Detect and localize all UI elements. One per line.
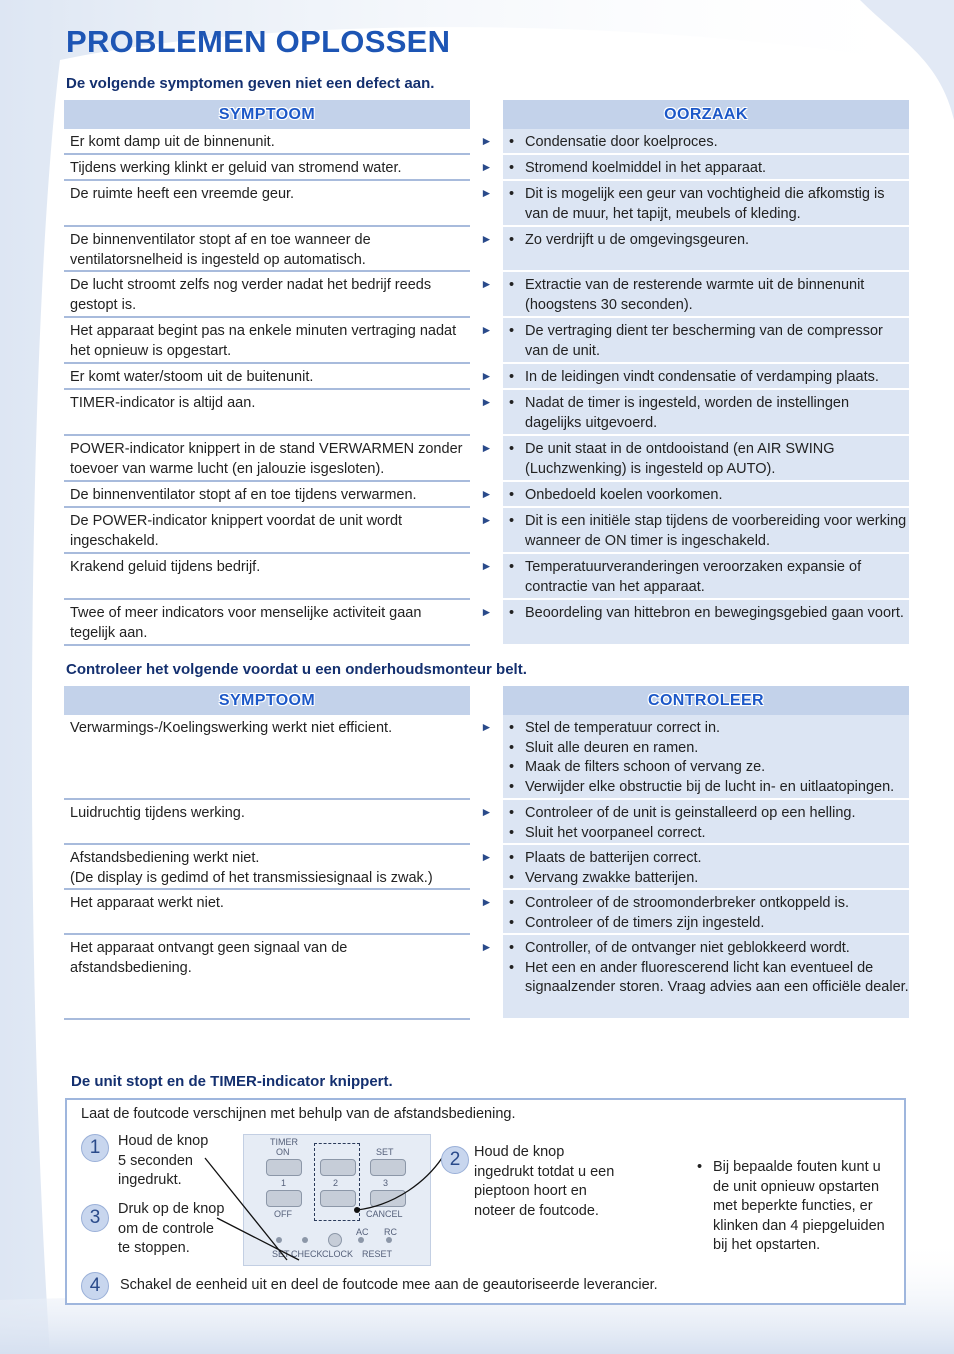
- bullet-icon: •: [509, 160, 515, 176]
- bullet-icon: •: [509, 277, 515, 293]
- bullet-icon: •: [509, 559, 515, 575]
- arrow-right-icon: ►: [480, 940, 493, 954]
- remote-label-cancel: CANCEL: [366, 1209, 403, 1219]
- cause-cell: [503, 390, 909, 436]
- remote-set-dot: [276, 1237, 282, 1243]
- table-row: [64, 600, 910, 646]
- arrow-right-icon: ►: [480, 605, 493, 619]
- arrow-right-icon: ►: [480, 441, 493, 455]
- bullet-item: [509, 322, 909, 361]
- symptom-cell: Krakend geluid tijdens bedrijf.: [64, 554, 470, 600]
- check-cell: [503, 800, 909, 845]
- remote-label-timer: TIMER: [270, 1137, 298, 1147]
- step-number-4: 4: [81, 1272, 109, 1300]
- bullet-item: [509, 368, 909, 388]
- remote-label-on: ON: [276, 1147, 290, 1157]
- symptom-cell: Twee of meer indicators voor menselijke activiteit gaan tegelijk aan.: [64, 600, 470, 646]
- table-row: [64, 935, 910, 1020]
- cause-cell: [503, 600, 909, 646]
- remote-label-set: SET: [376, 1147, 394, 1157]
- cause-cell: [503, 318, 909, 364]
- table-row: [64, 364, 910, 390]
- bullet-icon: •: [509, 850, 515, 866]
- bullet-text: Onbedoeld koelen voorkomen.: [525, 487, 723, 503]
- symptom-cell: Het apparaat ontvangt geen signaal van de afstandsbediening.: [64, 935, 470, 1020]
- bullet-icon: •: [509, 895, 515, 911]
- bullet-item: [509, 804, 909, 824]
- bullet-item: [509, 824, 909, 844]
- remote-label-1: 1: [281, 1178, 287, 1188]
- cause-cell: [503, 181, 909, 227]
- bullet-text: Zo verdrijft u de omgevingsgeuren.: [525, 232, 750, 248]
- error-code-intro: Laat de foutcode verschijnen met behulp van de afstandsbediening.: [81, 1106, 516, 1122]
- cause-cell: [503, 482, 909, 508]
- step-text-4: Schakel de eenheid uit en deel de foutcode mee aan de geautoriseerde leverancier.: [120, 1277, 658, 1293]
- bullet-item: [509, 939, 909, 959]
- bullet-icon: •: [509, 487, 515, 503]
- bullet-text: Het een en ander fluorescerend licht kan eventueel de signaalzender storen. Vraag advies aan een officiële dealer.: [525, 959, 909, 995]
- symptom-cause-table: [64, 100, 910, 646]
- bullet-item: [509, 894, 909, 914]
- bullet-icon: •: [509, 186, 515, 202]
- table-row: [64, 890, 910, 935]
- symptom-cell: Verwarmings-/Koelingswerking werkt niet efficient.: [64, 715, 470, 800]
- step-text-3: Druk op de knop om de controle te stoppen.: [118, 1201, 225, 1256]
- bullet-text: Sluit het voorpaneel correct.: [525, 824, 706, 841]
- table-row: [64, 482, 910, 508]
- bullet-icon: •: [509, 824, 515, 841]
- remote-label-off: OFF: [274, 1209, 292, 1219]
- bullet-item: [509, 558, 909, 597]
- bullet-text: In de leidingen vindt condensatie of verdamping plaats.: [525, 369, 879, 385]
- table-row: [64, 508, 910, 554]
- symptom-check-table: [64, 686, 910, 1020]
- arrow-right-icon: ►: [480, 186, 493, 200]
- bullet-item: [509, 394, 909, 433]
- bullet-icon: •: [509, 959, 515, 976]
- bullet-item: [509, 758, 909, 778]
- bullet-text: Dit is mogelijk een geur van vochtigheid die afkomstig is van de muur, het tapijt, meubels of kleding.: [525, 186, 885, 222]
- table-row: [64, 272, 910, 318]
- arrow-right-icon: ►: [480, 720, 493, 734]
- arrow-right-icon: ►: [480, 487, 493, 501]
- arrow-right-icon: ►: [480, 805, 493, 819]
- symptom-cell: Afstandsbediening werkt niet. (De display is gedimd of het transmissiesignaal is zwak.): [64, 845, 470, 890]
- bullet-item: [509, 276, 909, 315]
- column-header-symptom: SYMPTOOM: [64, 686, 470, 715]
- bullet-text: Controleer of de timers zijn ingesteld.: [525, 914, 765, 931]
- remote-ac-dot: [358, 1237, 364, 1243]
- bullet-icon: •: [697, 1159, 703, 1175]
- symptom-cell: Er komt water/stoom uit de buitenunit.: [64, 364, 470, 390]
- bullet-icon: •: [509, 232, 515, 248]
- bullet-text: Dit is een initiële stap tijdens de voorbereiding voor werking wanneer de ON timer is ingeschakeld.: [525, 513, 907, 549]
- bullet-item: [509, 778, 909, 798]
- bullet-icon: •: [509, 134, 515, 150]
- table-row: [64, 845, 910, 890]
- symptom-cell: POWER-indicator knippert in de stand VERWARMEN zonder toevoer van warme lucht (en jalouzie isgesloten).: [64, 436, 470, 482]
- bullet-text: Stel de temperatuur correct in.: [525, 720, 721, 736]
- arrow-right-icon: ►: [480, 850, 493, 864]
- table-row: [64, 129, 910, 155]
- bullet-text: Controleer of de unit is geinstalleerd op een helling.: [525, 805, 856, 821]
- step-number-1: 1: [81, 1134, 109, 1162]
- bullet-item: [509, 159, 909, 179]
- column-header-cause: OORZAAK: [503, 100, 909, 129]
- symptom-cell: De lucht stroomt zelfs nog verder nadat het bedrijf reeds gestopt is.: [64, 272, 470, 318]
- table-row: [64, 800, 910, 845]
- bullet-item: [509, 914, 909, 934]
- symptom-cell: Het apparaat begint pas na enkele minuten vertraging nadat het opnieuw is opgestart.: [64, 318, 470, 364]
- error-note: [697, 1158, 887, 1256]
- remote-label-check: CHECK: [291, 1249, 323, 1259]
- arrow-right-icon: ►: [480, 160, 493, 174]
- bullet-item: [509, 959, 909, 998]
- check-cell: [503, 890, 909, 935]
- bullet-item: [509, 869, 909, 889]
- bullet-text: Controleer of de stroomonderbreker ontkoppeld is.: [525, 895, 850, 911]
- symptom-cell: De ruimte heeft een vreemde geur.: [64, 181, 470, 227]
- bullet-item: [509, 440, 909, 479]
- remote-label-set-bottom: SET: [272, 1249, 290, 1259]
- arrow-right-icon: ►: [480, 369, 493, 383]
- check-cell: [503, 715, 909, 800]
- table-row: [64, 554, 910, 600]
- step-number-3: 3: [81, 1204, 109, 1232]
- error-code-box: [65, 1098, 906, 1305]
- remote-rc-dot: [386, 1237, 392, 1243]
- bullet-icon: •: [509, 513, 515, 529]
- bullet-text: Verwijder elke obstructie bij de lucht in- en uitlaatopingen.: [525, 778, 895, 795]
- symptom-cell: Tijdens werking klinkt er geluid van stromend water.: [64, 155, 470, 181]
- remote-cancel-button: [370, 1190, 406, 1207]
- error-note-text: Bij bepaalde fouten kunt u de unit opnieuw opstarten met beperkte functies, er klinken dan 4 piepgeluiden bij het opstarten.: [713, 1159, 885, 1253]
- bullet-icon: •: [509, 369, 515, 385]
- bullet-item: [509, 185, 909, 224]
- bullet-icon: •: [509, 720, 515, 736]
- bullet-text: Plaats de batterijen correct.: [525, 850, 702, 866]
- remote-set-button: [370, 1159, 406, 1176]
- arrow-right-icon: ►: [480, 277, 493, 291]
- cause-cell: [503, 155, 909, 181]
- bullet-text: De vertraging dient ter bescherming van de compressor van de unit.: [525, 323, 883, 359]
- bullet-icon: •: [509, 323, 515, 339]
- remote-control-illustration: [243, 1134, 431, 1266]
- remote-check-dot: [302, 1237, 308, 1243]
- remote-label-3: 3: [383, 1178, 389, 1188]
- bullet-text: De unit staat in de ontdooistand (en AIR SWING (Luchzwenking) is ingesteld op AUTO).: [525, 441, 835, 477]
- cause-cell: [503, 364, 909, 390]
- bullet-item: [509, 231, 909, 251]
- bullet-text: Maak de filters schoon of vervang ze.: [525, 759, 766, 775]
- symptom-cell: De binnenventilator stopt af en toe wanneer de ventilatorsnelheid is ingesteld op automatisch.: [64, 227, 470, 272]
- table-row: [64, 390, 910, 436]
- symptom-cell: TIMER-indicator is altijd aan.: [64, 390, 470, 436]
- cause-cell: [503, 227, 909, 272]
- bullet-item: [509, 486, 909, 506]
- arrow-right-icon: ►: [480, 134, 493, 148]
- section-heading-no-defect: De volgende symptomen geven niet een defect aan.: [66, 75, 435, 92]
- section-heading-check-before-service: Controleer het volgende voordat u een onderhoudsmonteur belt.: [66, 661, 527, 678]
- bullet-text: Condensatie door koelproces.: [525, 134, 718, 150]
- arrow-right-icon: ►: [480, 513, 493, 527]
- arrow-right-icon: ►: [480, 895, 493, 909]
- cause-cell: [503, 554, 909, 600]
- bullet-item: [509, 512, 909, 551]
- column-header-symptom: SYMPTOOM: [64, 100, 470, 129]
- symptom-cell: Er komt damp uit de binnenunit.: [64, 129, 470, 155]
- arrow-right-icon: ►: [480, 559, 493, 573]
- table-row: [64, 181, 910, 227]
- bullet-text: Vervang zwakke batterijen.: [525, 869, 699, 886]
- remote-off-button: [266, 1190, 302, 1207]
- section-heading-timer-blinks: De unit stopt en de TIMER-indicator knippert.: [71, 1073, 393, 1090]
- cause-cell: [503, 129, 909, 155]
- bullet-icon: •: [509, 739, 515, 756]
- remote-label-ac: AC: [356, 1227, 369, 1237]
- bullet-text: Sluit alle deuren en ramen.: [525, 739, 699, 756]
- symptom-cell: De binnenventilator stopt af en toe tijdens verwarmen.: [64, 482, 470, 508]
- check-cell: [503, 935, 909, 1020]
- remote-label-rc: RC: [384, 1227, 397, 1237]
- bullet-item: [509, 719, 909, 739]
- check-cell: [503, 845, 909, 890]
- bullet-item: [509, 133, 909, 153]
- bullet-item: [509, 739, 909, 759]
- table-row: [64, 715, 910, 800]
- bullet-icon: •: [509, 914, 515, 931]
- symptom-cell: Het apparaat werkt niet.: [64, 890, 470, 935]
- bullet-icon: •: [509, 605, 515, 621]
- bullet-icon: •: [509, 805, 515, 821]
- bullet-icon: •: [509, 395, 515, 411]
- bullet-text: Nadat de timer is ingesteld, worden de instellingen dagelijks uitgevoerd.: [525, 395, 850, 431]
- table-row: [64, 318, 910, 364]
- remote-on-button: [266, 1159, 302, 1176]
- remote-highlight-box: [314, 1143, 360, 1221]
- bullet-item: [509, 604, 909, 624]
- bullet-icon: •: [509, 441, 515, 457]
- step-text-1: Houd de knop 5 seconden ingedrukt.: [118, 1133, 209, 1188]
- cause-cell: [503, 436, 909, 482]
- step-text-2: Houd de knop ingedrukt totdat u een pieptoon hoort en noteer de foutcode.: [474, 1144, 615, 1219]
- step-number-2: 2: [441, 1146, 469, 1174]
- arrow-right-icon: ►: [480, 323, 493, 337]
- remote-label-reset: RESET: [362, 1249, 393, 1259]
- remote-clock-button: [328, 1233, 342, 1247]
- bullet-text: Stromend koelmiddel in het apparaat.: [525, 160, 767, 176]
- table-row: [64, 227, 910, 272]
- arrow-right-icon: ►: [480, 395, 493, 409]
- bullet-item: [509, 849, 909, 869]
- bullet-icon: •: [509, 778, 515, 795]
- bullet-icon: •: [509, 940, 515, 956]
- symptom-cell: Luidruchtig tijdens werking.: [64, 800, 470, 845]
- bullet-text: Extractie van de resterende warmte uit de binnenunit (hoogstens 30 seconden).: [525, 277, 865, 313]
- symptom-cell: De POWER-indicator knippert voordat de unit wordt ingeschakeld.: [64, 508, 470, 554]
- cause-cell: [503, 272, 909, 318]
- remote-label-clock: CLOCK: [322, 1249, 354, 1259]
- cause-cell: [503, 508, 909, 554]
- table-row: [64, 155, 910, 181]
- bullet-text: Beoordeling van hittebron en bewegingsgebied gaan voort.: [525, 605, 904, 621]
- column-header-check: CONTROLEER: [503, 686, 909, 715]
- bullet-text: Temperatuurveranderingen veroorzaken expansie of contractie van het apparaat.: [525, 559, 862, 595]
- remote-label-2: 2: [333, 1178, 339, 1188]
- bullet-icon: •: [509, 759, 515, 775]
- bullet-icon: •: [509, 869, 515, 886]
- bullet-text: Controller, of de ontvanger niet geblokkeerd wordt.: [525, 940, 850, 956]
- arrow-right-icon: ►: [480, 232, 493, 246]
- page-title: PROBLEMEN OPLOSSEN: [66, 24, 451, 59]
- table-row: [64, 436, 910, 482]
